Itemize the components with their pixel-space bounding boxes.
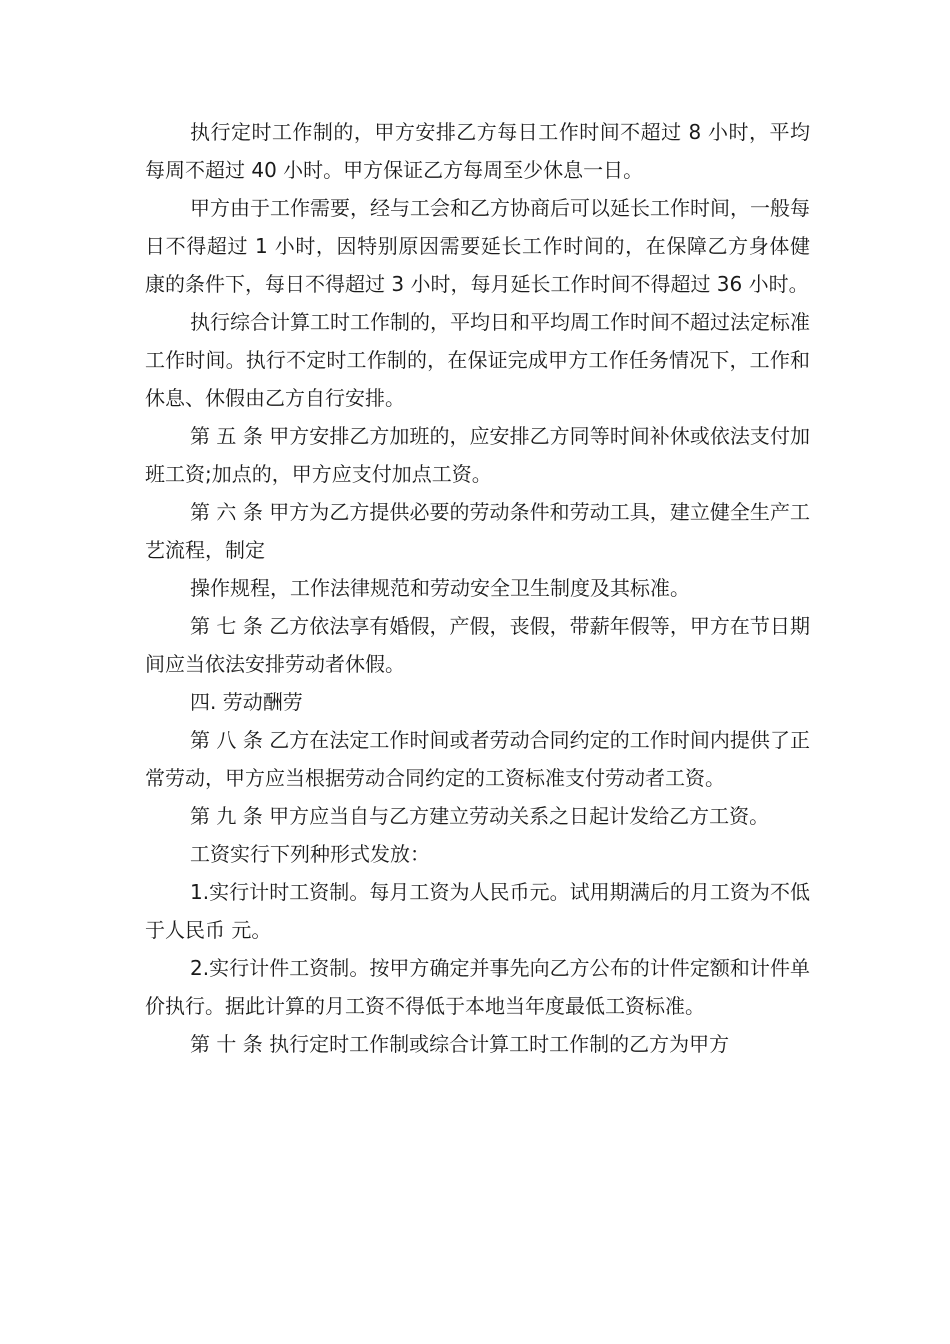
wage-form-piece-based: 2.实行计件工资制。按甲方确定并事先向乙方公布的计件定额和计件单价执行。据此计算的月工资不得低于本地当年度最低工资标准。 <box>145 956 810 1018</box>
paragraph-flexible-hours: 执行综合计算工时工作制的，平均日和平均周工作时间不超过法定标准工作时间。执行不定时工作制的，在保证完成甲方工作任务情况下，工作和休息、休假由乙方自行安排。 <box>145 310 810 410</box>
article-6-continued: 操作规程，工作法律规范和劳动安全卫生制度及其标准。 <box>190 576 690 600</box>
paragraph-overtime-limits: 甲方由于工作需要，经与工会和乙方协商后可以延长工作时间，一般每日不得超过 1 小时，因特别原因需要延长工作时间的，在保障乙方身体健康的条件下，每日不得超过 3 小时，每月延长工作时间不得超过 36 小时。 <box>145 196 810 296</box>
article-9: 第 九 条 甲方应当自与乙方建立劳动关系之日起计发给乙方工资。 <box>190 804 770 828</box>
paragraph-standard-hours: 执行定时工作制的，甲方安排乙方每日工作时间不超过 8 小时，平均每周不超过 40 小时。甲方保证乙方每周至少休息一日。 <box>145 120 810 182</box>
article-5: 第 五 条 甲方安排乙方加班的，应安排乙方同等时间补休或依法支付加班工资;加点的，甲方应支付加点工资。 <box>145 424 810 486</box>
wage-form-time-based: 1.实行计时工资制。每月工资为人民币元。试用期满后的月工资为不低于人民币 元。 <box>145 880 810 942</box>
document-body <box>145 113 810 1063</box>
section-heading-remuneration: 四. 劳动酬劳 <box>190 690 303 714</box>
article-10: 第 十 条 执行定时工作制或综合计算工时工作制的乙方为甲方 <box>190 1032 730 1056</box>
article-8: 第 八 条 乙方在法定工作时间或者劳动合同约定的工作时间内提供了正常劳动，甲方应当根据劳动合同约定的工资标准支付劳动者工资。 <box>145 728 810 790</box>
article-6: 第 六 条 甲方为乙方提供必要的劳动条件和劳动工具，建立健全生产工艺流程，制定 <box>145 500 810 562</box>
wage-forms-intro: 工资实行下列种形式发放： <box>190 842 430 866</box>
article-7: 第 七 条 乙方依法享有婚假，产假，丧假，带薪年假等，甲方在节日期间应当依法安排劳动者休假。 <box>145 614 810 676</box>
